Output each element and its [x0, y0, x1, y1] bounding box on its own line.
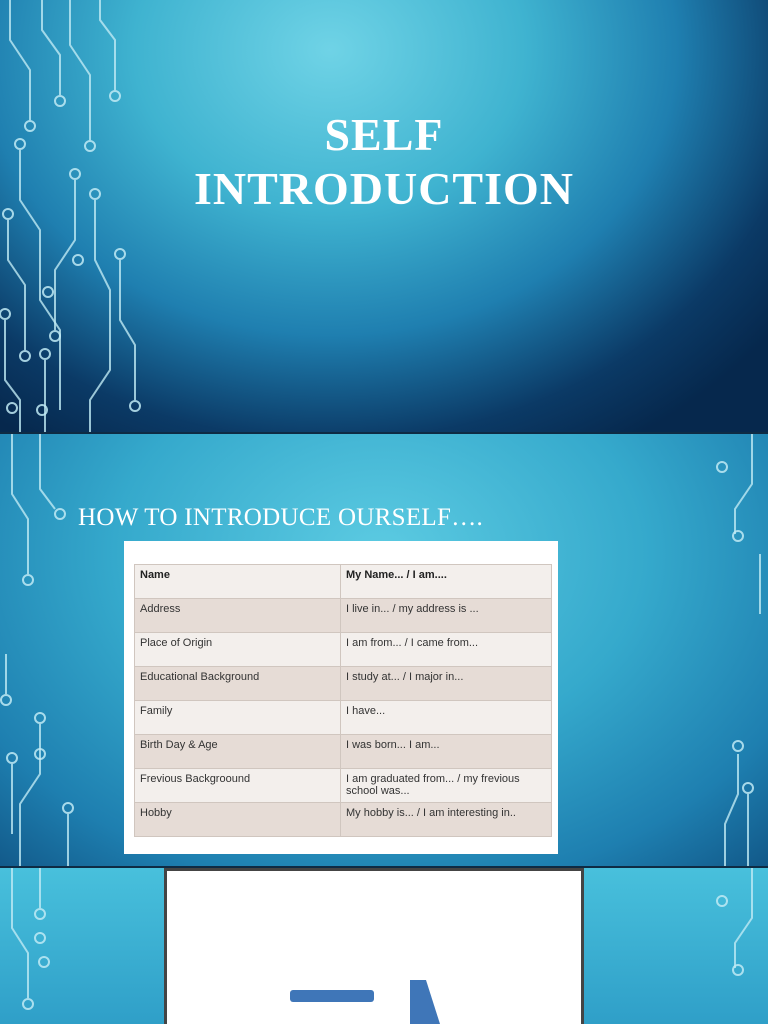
- slide-how-to-introduce: [0, 434, 768, 866]
- table-cell: Educational Background: [135, 667, 341, 701]
- slide-title-text: [0, 108, 768, 216]
- table-cell: My hobby is... / I am interesting in..: [341, 803, 552, 837]
- intro-table: [134, 564, 552, 837]
- slide-partial: [0, 868, 768, 1024]
- table-row: [135, 667, 552, 701]
- intro-table-image: [124, 541, 558, 854]
- table-row: [135, 565, 552, 599]
- slide-title: [0, 0, 768, 432]
- table-cell: Family: [135, 701, 341, 735]
- table-cell: I have...: [341, 701, 552, 735]
- table-cell: Place of Origin: [135, 633, 341, 667]
- content-frame: [164, 868, 584, 1024]
- title-line-1: SELF: [324, 109, 444, 160]
- table-row: [135, 769, 552, 803]
- table-row: [135, 735, 552, 769]
- table-cell: I was born... I am...: [341, 735, 552, 769]
- triangle-shape: [410, 980, 440, 1024]
- table-cell: I am graduated from... / my frevious school was...: [341, 769, 552, 803]
- table-cell: I live in... / my address is ...: [341, 599, 552, 633]
- table-cell: My Name... / I am....: [341, 565, 552, 599]
- table-cell: I am from... / I came from...: [341, 633, 552, 667]
- table-cell: Address: [135, 599, 341, 633]
- dash-shape: [290, 990, 374, 1002]
- table-row: [135, 701, 552, 735]
- table-row: [135, 599, 552, 633]
- circuit-decoration: [0, 0, 160, 432]
- table-cell: Frevious Backgroound: [135, 769, 341, 803]
- table-cell: I study at... / I major in...: [341, 667, 552, 701]
- table-row: [135, 633, 552, 667]
- table-cell: Birth Day & Age: [135, 735, 341, 769]
- title-line-2: INTRODUCTION: [193, 163, 575, 214]
- table-cell: Hobby: [135, 803, 341, 837]
- table-row: [135, 803, 552, 837]
- table-cell: Name: [135, 565, 341, 599]
- slide-heading: HOW TO INTRODUCE OURSELF….: [78, 504, 484, 531]
